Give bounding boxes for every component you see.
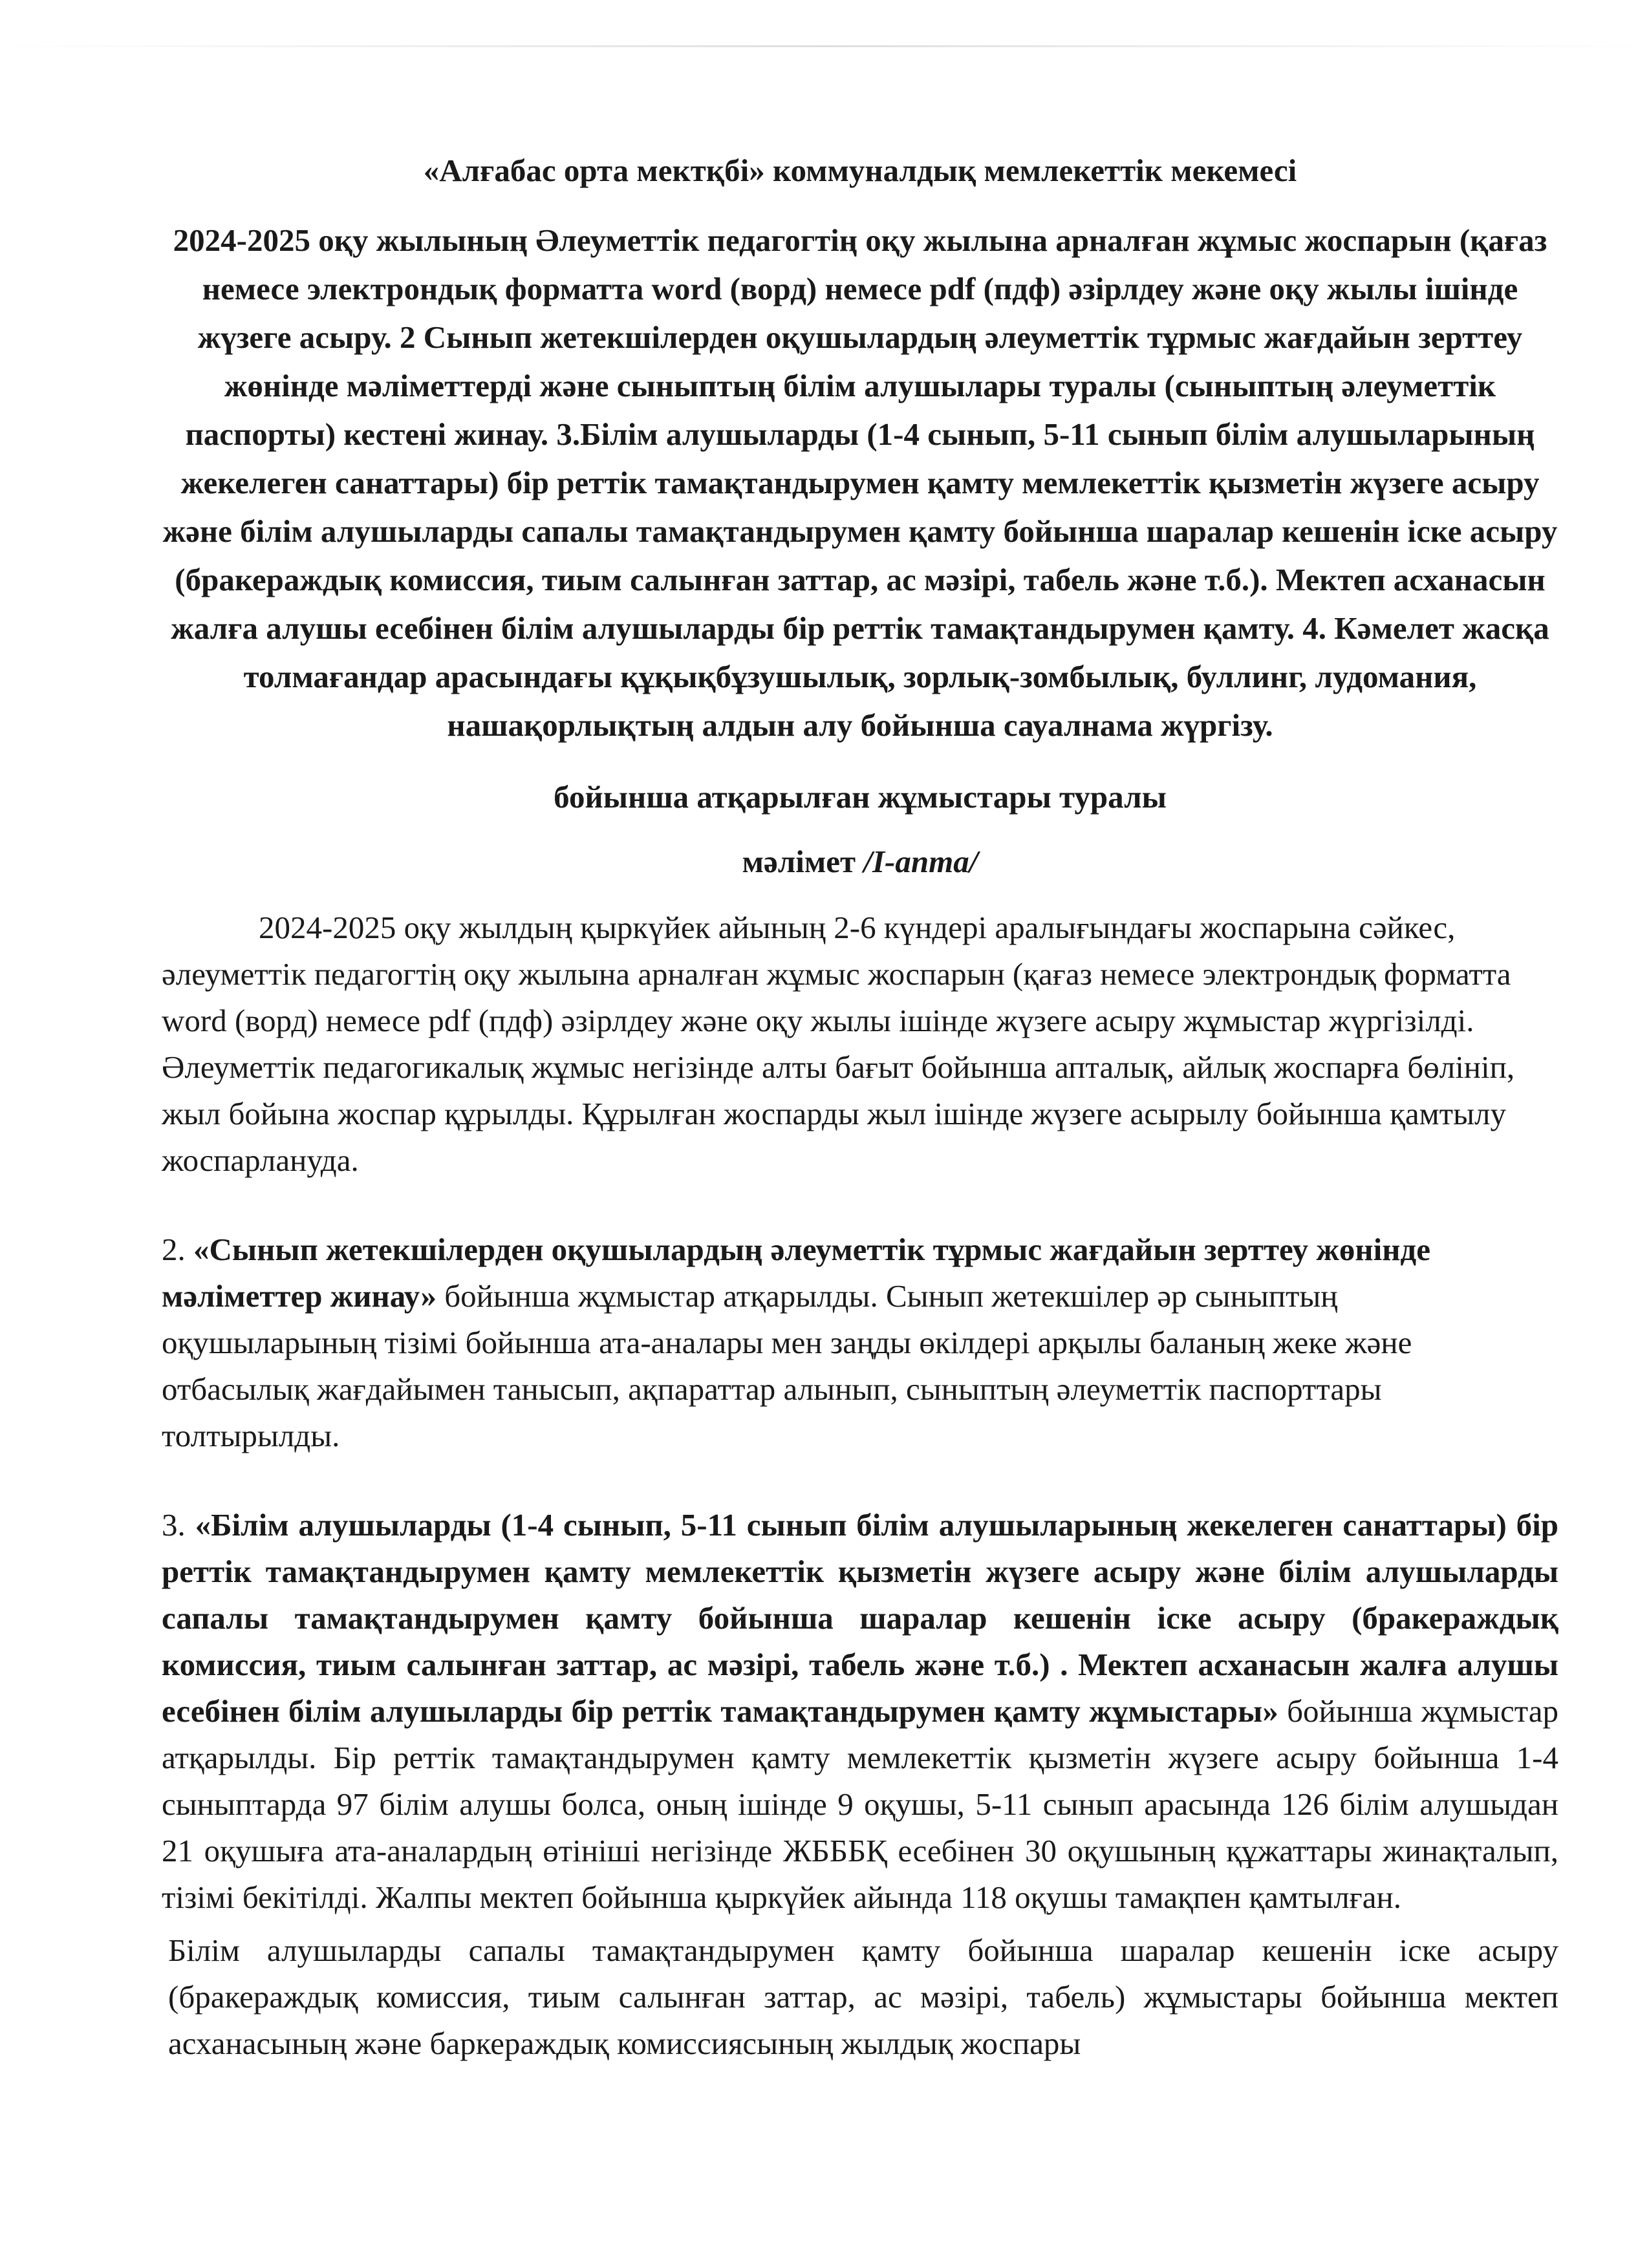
scan-edge-line [0, 45, 1649, 47]
paragraph-quality-meals: Білім алушыларды сапалы тамақтандырумен қамту бойынша шаралар кешенін іске асыру (бракераждық комиссия, тиым салынған заттар, ас мәзірі, табель) жұмыстары бойынша мектеп асханасының және баркераждық комиссиясының жылдық жоспары [168, 1932, 1558, 2061]
paragraph-meal-service [162, 1502, 1558, 1921]
paragraph-plan-summary: 2024-2025 оқу жылдың қыркүйек айының 2-6 күндері аралығындағы жоспарына сәйкес, әлеуметтік педагогтің оқу жылына арналған жұмыс жоспарын (қағаз немесе электрондық форматта word (ворд) немесе pdf (пдф) әзірлдеу және оқу жылы ішінде жүзеге асыру жұмыстар жүргізілді. Әлеуметтік педагогикалық жұмыс негізінде алты бағыт бойынша апталық, айлық жоспарға бөлініп, жыл бойына жоспар құрылды. Құрылған жоспарды жыл ішінде жүзеге асырылу бойынша қамтылу жоспарлануда. [162, 910, 1515, 1178]
paragraph-class-survey [162, 1226, 1558, 1459]
paragraph-3-number: 3. [162, 1507, 195, 1543]
report-subheading: бойынша атқарылған жұмыстары туралы [554, 779, 1167, 815]
paragraph-gap [162, 1921, 1558, 1927]
plan-heading: 2024-2025 оқу жылының Әлеуметтік педагогтің оқу жылына арналған жұмыс жоспарын (қағаз немесе электрондық форматта word (ворд) немесе pdf (пдф) әзірлдеу және оқу жылы ішінде жүзеге асыру. 2 Сынып жетекшілерден оқушылардың әлеуметтік тұрмыс жағдайын зерттеу жөнінде мәліметтерді және сыныптың білім алушылары туралы (сыныптың әлеуметтік паспорты) кестені жинау. 3.Білім алушыларды (1-4 сынып, 5-11 сынып білім алушыларының жекелеген санаттары) бір реттік тамақтандырумен қамту мемлекеттік қызметін жүзеге асыру және білім алушыларды сапалы тамақтандырумен қамту бойынша шаралар кешенін іске асыру (бракераждық комиссия, тиым салынған заттар, ас мәзірі, табель және т.б.). Мектеп асханасын жалға алушы есебінен білім алушыларды бір реттік тамақтандырумен қамту. 4. Кәмелет жасқа толмағандар арасындағы құқықбұзушылық, зорлық-зомбылық, буллинг, лудомания, нашақорлықтың алдын алу бойынша сауалнама жүргізу. [162, 222, 1558, 743]
paragraph-2-text: бойынша жұмыстар атқарылды. Сынып жетекшілер әр сыныптың оқушыларының тізімі бойынша ата-аналары мен заңды өкілдері арқылы баланың жеке және отбасылық жағдайымен танысып, ақпараттар алынып, сыныптың әлеуметтік паспорттары толтырылды. [162, 1278, 1412, 1453]
paragraph-2-title: «Сынып жетекшілерден оқушылардың әлеуметтік тұрмыс жағдайын зерттеу жөнінде мәліметтер жинау» [162, 1232, 1430, 1314]
report-word: мәлімет [742, 844, 864, 879]
paragraph-3-text: бойынша жұмыстар атқарылды. Бір реттік тамақтандырумен қамту мемлекеттік қызметін жүзеге асыру бойынша 1-4 сыныптарда 97 білім алушы болса, оның ішінде 9 оқушы, 5-11 сынып арасында 126 білім алушыдан 21 оқушыға ата-аналардың өтініші негізінде ЖБББҚ есебінен 30 оқушының құжаттары жинақталып, тізімі бекітілді. Жалпы мектеп бойынша қыркүйек айында 118 оқушы тамақпен қамтылған. [162, 1693, 1558, 1915]
report-label [162, 839, 1558, 885]
document-page [162, 147, 1558, 2067]
organization-title: «Алғабас орта мектқбі» коммуналдық мемлекеттік мекемесі [423, 153, 1297, 188]
paragraph-2-number: 2. [162, 1232, 193, 1267]
paragraph-gap [162, 1184, 1558, 1226]
paragraph-3-title: «Білім алушыларды (1-4 сынып, 5-11 сынып білім алушыларының жекелеген санаттары) бір реттік тамақтандырумен қамту мемлекеттік қызметін жүзеге асыру және білім алушыларды сапалы тамақтандырумен қамту бойынша шаралар кешенін іске асыру (бракераждық комиссия, тиым салынған заттар, ас мәзірі, табель және т.б.) . Мектеп асханасын жалға алушы есебінен білім алушыларды бір реттік тамақтандырумен қамту жұмыстары» [162, 1507, 1559, 1729]
report-week: /I-апта/ [863, 844, 978, 879]
paragraph-gap [162, 1459, 1558, 1502]
